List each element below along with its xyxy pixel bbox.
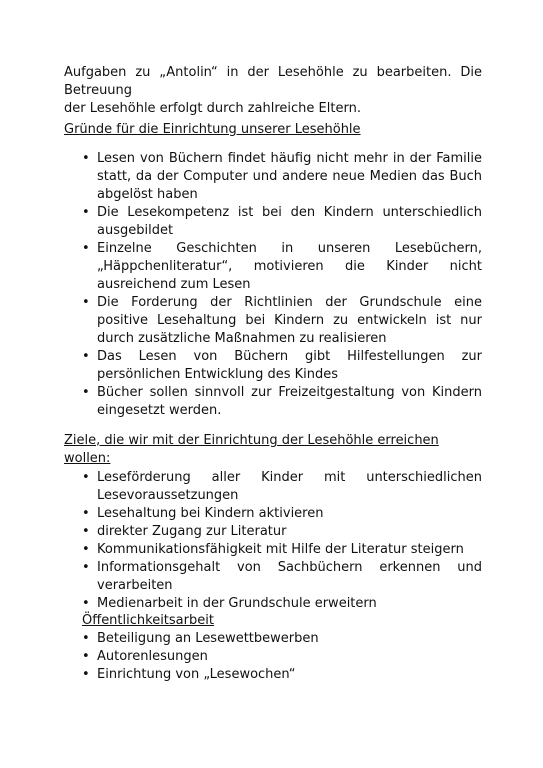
bullet-icon: •	[82, 470, 90, 485]
list-item	[64, 666, 482, 684]
bullet-icon: •	[82, 385, 90, 400]
section-heading-gruende: Gründe für die Einrichtung unserer Lesehöhle	[64, 122, 361, 137]
list-item	[64, 523, 482, 541]
bullet-icon: •	[82, 542, 90, 557]
list-item	[64, 469, 482, 505]
bullet-icon: •	[82, 560, 90, 575]
list-item-text: Einrichtung von „Lesewochen“	[97, 667, 296, 682]
list-item-text: Lesen von Büchern findet häufig nicht mehr in der Familie statt, da der Computer und andere neue Medien das Buch abgelöst haben	[97, 151, 482, 202]
list-oeffentlichkeitsarbeit	[64, 630, 482, 684]
list-item	[64, 150, 482, 204]
list-ziele	[64, 469, 482, 613]
bullet-icon: •	[82, 649, 90, 664]
intro-paragraph	[64, 64, 482, 118]
list-item-text: Bücher sollen sinnvoll zur Freizeitgestaltung von Kindern eingesetzt werden.	[97, 385, 482, 418]
bullet-icon: •	[82, 205, 90, 220]
list-item-text: Das Lesen von Büchern gibt Hilfestellungen zur persönlichen Entwicklung des Kindes	[97, 349, 482, 382]
list-item	[64, 541, 482, 559]
list-item-text: Die Forderung der Richtlinien der Grundschule eine positive Lesehaltung bei Kindern zu entwickeln ist nur durch zusätzliche Maßnahmen zu realisieren	[97, 295, 482, 346]
intro-line-2: der Lesehöhle erfolgt durch zahlreiche Eltern.	[64, 101, 361, 116]
bullet-icon: •	[82, 349, 90, 364]
list-item-text: Leseförderung aller Kinder mit unterschiedlichen Lesevoraussetzungen	[97, 470, 482, 503]
list-item-text: Autorenlesungen	[97, 649, 208, 664]
list-item-text: Lesehaltung bei Kindern aktivieren	[97, 506, 324, 521]
bullet-icon: •	[82, 667, 90, 682]
list-item-text: Informationsgehalt von Sachbüchern erkennen und verarbeiten	[97, 560, 482, 593]
list-item	[64, 595, 482, 613]
list-item-text: Medienarbeit in der Grundschule erweitern	[97, 596, 377, 611]
list-item	[64, 348, 482, 384]
bullet-icon: •	[82, 596, 90, 611]
list-item	[64, 648, 482, 666]
bullet-icon: •	[82, 151, 90, 166]
list-item-text: direkter Zugang zur Literatur	[97, 524, 287, 539]
list-item-text: Kommunikationsfähigkeit mit Hilfe der Literatur steigern	[97, 542, 464, 557]
list-gruende	[64, 150, 482, 420]
list-item	[64, 505, 482, 523]
bullet-icon: •	[82, 524, 90, 539]
list-item-text: Die Lesekompetenz ist bei den Kindern unterschiedlich ausgebildet	[97, 205, 482, 238]
bullet-icon: •	[82, 631, 90, 646]
list-item	[64, 384, 482, 420]
intro-line-1: Aufgaben zu „Antolin“ in der Lesehöhle zu bearbeiten. Die Betreuung	[64, 65, 482, 98]
bullet-icon: •	[82, 241, 90, 256]
list-item-text: Einzelne Geschichten in unseren Lesebüchern, „Häppchenliteratur“, motivieren die Kinder nicht ausreichend zum Lesen	[97, 241, 482, 292]
list-item	[64, 204, 482, 240]
bullet-icon: •	[82, 295, 90, 310]
list-item	[64, 630, 482, 648]
list-item	[64, 294, 482, 348]
list-item-text: Beteiligung an Lesewettbewerben	[97, 631, 319, 646]
list-item	[64, 559, 482, 595]
bullet-icon: •	[82, 506, 90, 521]
section-heading-ziele: Ziele, die wir mit der Einrichtung der Lesehöhle erreichen wollen:	[64, 433, 439, 466]
section-heading-oeffentlichkeitsarbeit: Öffentlichkeitsarbeit	[82, 613, 214, 628]
list-item	[64, 240, 482, 294]
